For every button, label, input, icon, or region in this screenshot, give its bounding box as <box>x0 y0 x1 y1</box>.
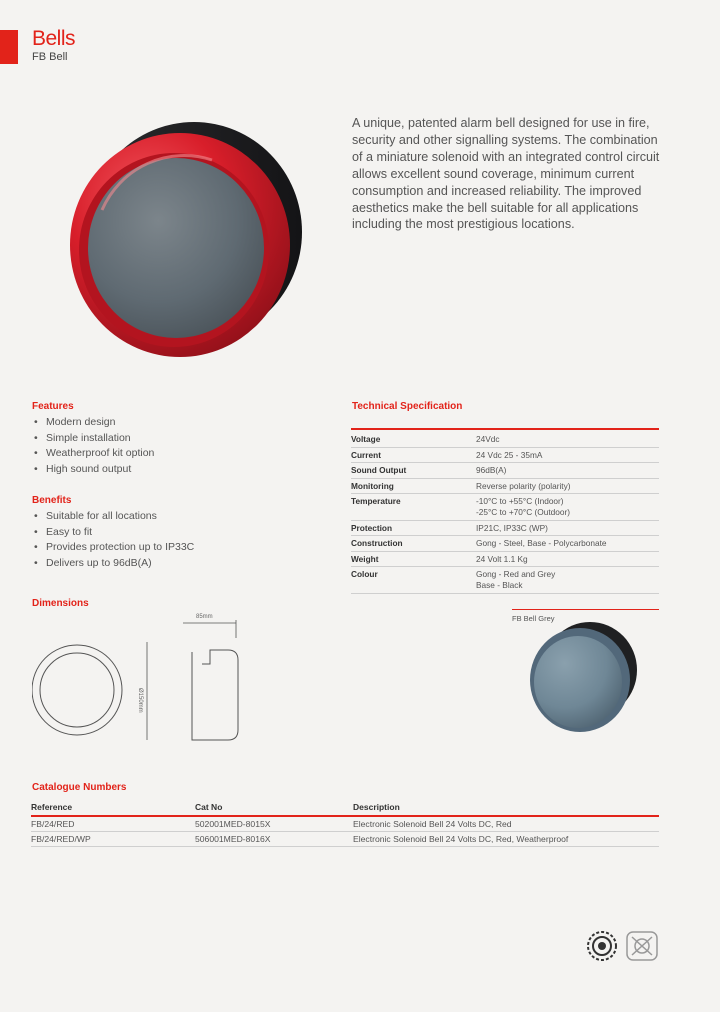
table-row <box>351 520 659 536</box>
features-heading: Features <box>32 401 74 412</box>
spec-value: 24Vdc <box>476 434 500 444</box>
benefits-list <box>32 509 312 572</box>
spec-label: Current <box>351 449 381 460</box>
list-item: • Weatherproof kit option <box>32 446 312 462</box>
spec-value: 96dB(A) <box>476 465 507 476</box>
spec-value: 24 Volt 1.1 Kg <box>476 553 528 564</box>
features-list <box>32 415 312 478</box>
spec-table <box>351 428 659 594</box>
header-accent-bar <box>0 30 18 64</box>
list-item: • Simple installation <box>32 431 312 447</box>
list-item: • Modern design <box>32 415 312 431</box>
spec-value: 24 Vdc 25 - 35mA <box>476 449 543 460</box>
spec-label: Voltage <box>351 434 381 444</box>
spec-label: Weight <box>351 553 379 564</box>
table-row <box>351 478 659 494</box>
spec-label: Temperature <box>351 496 401 507</box>
table-cell: FB/24/RED <box>31 816 195 832</box>
table-row <box>351 463 659 479</box>
catalogue-heading: Catalogue Numbers <box>32 782 127 793</box>
dimension-front-view <box>32 640 132 740</box>
column-header: Cat No <box>195 801 353 816</box>
page-subtitle: FB Bell <box>32 51 68 63</box>
dimensions-heading: Dimensions <box>32 598 89 609</box>
approval-mark-icon <box>586 930 618 962</box>
spec-value: IP21C, IP33C (WP) <box>476 522 548 533</box>
spec-value-line: Base - Black <box>476 579 523 590</box>
table-row <box>351 429 659 447</box>
table-row <box>351 567 659 593</box>
grey-bell-caption: FB Bell Grey <box>512 614 555 623</box>
table-row <box>351 551 659 567</box>
table-row <box>351 494 659 520</box>
column-header: Reference <box>31 801 195 816</box>
spec-label: Monitoring <box>351 480 394 491</box>
spec-label: Construction <box>351 538 403 549</box>
table-cell: Electronic Solenoid Bell 24 Volts DC, Red, Weatherproof <box>353 832 659 847</box>
spec-label: Protection <box>351 522 393 533</box>
dimension-width-label: 85mm <box>196 614 213 620</box>
table-cell: 502001MED-8015X <box>195 816 353 832</box>
table-row <box>31 832 659 847</box>
table-cell: FB/24/RED/WP <box>31 832 195 847</box>
spec-heading: Technical Specification <box>352 401 463 412</box>
table-row <box>351 536 659 552</box>
table-row <box>351 447 659 463</box>
list-item: • Delivers up to 96dB(A) <box>32 556 312 572</box>
list-item: • Suitable for all locations <box>32 509 312 525</box>
page-title: Bells <box>32 27 76 50</box>
intro-paragraph: A unique, patented alarm bell designed for use in fire, security and other signalling systems. The combination of a miniature solenoid with an integrated control circuit allows excellent sound coverage, minimum current consumption and increased reliability. The improved aesthetics make the bell suitable for all applications including the most prestigious locations. <box>352 116 660 232</box>
list-item: • Provides protection up to IP33C <box>32 540 312 556</box>
grey-bell-divider <box>512 609 659 610</box>
spec-value-line: -10°C to +55°C (Indoor) <box>476 496 564 507</box>
table-cell: 506001MED-8016X <box>195 832 353 847</box>
table-cell: Electronic Solenoid Bell 24 Volts DC, Red <box>353 816 659 832</box>
spec-value: Gong - Steel, Base - Polycarbonate <box>476 538 607 549</box>
dimension-side-view <box>140 612 250 742</box>
benefits-heading: Benefits <box>32 495 72 506</box>
red-bell-image <box>62 120 312 370</box>
spec-value: Reverse polarity (polarity) <box>476 480 571 491</box>
grey-bell-image <box>525 622 640 742</box>
list-item: • High sound output <box>32 462 312 478</box>
spec-value <box>476 494 659 520</box>
dimension-diameter-label: Ø150mm <box>137 688 143 713</box>
spec-label: Colour <box>351 569 378 580</box>
spec-label: Sound Output <box>351 465 407 476</box>
column-header: Description <box>353 801 659 816</box>
spec-value-line: Gong - Red and Grey <box>476 569 556 580</box>
spec-value-line: -25°C to +70°C (Outdoor) <box>476 506 571 517</box>
spec-value <box>476 567 659 593</box>
certification-mark-icon <box>624 929 660 963</box>
catalogue-table <box>31 801 659 847</box>
table-row <box>31 816 659 832</box>
table-header-row <box>31 801 659 816</box>
list-item: • Easy to fit <box>32 525 312 541</box>
